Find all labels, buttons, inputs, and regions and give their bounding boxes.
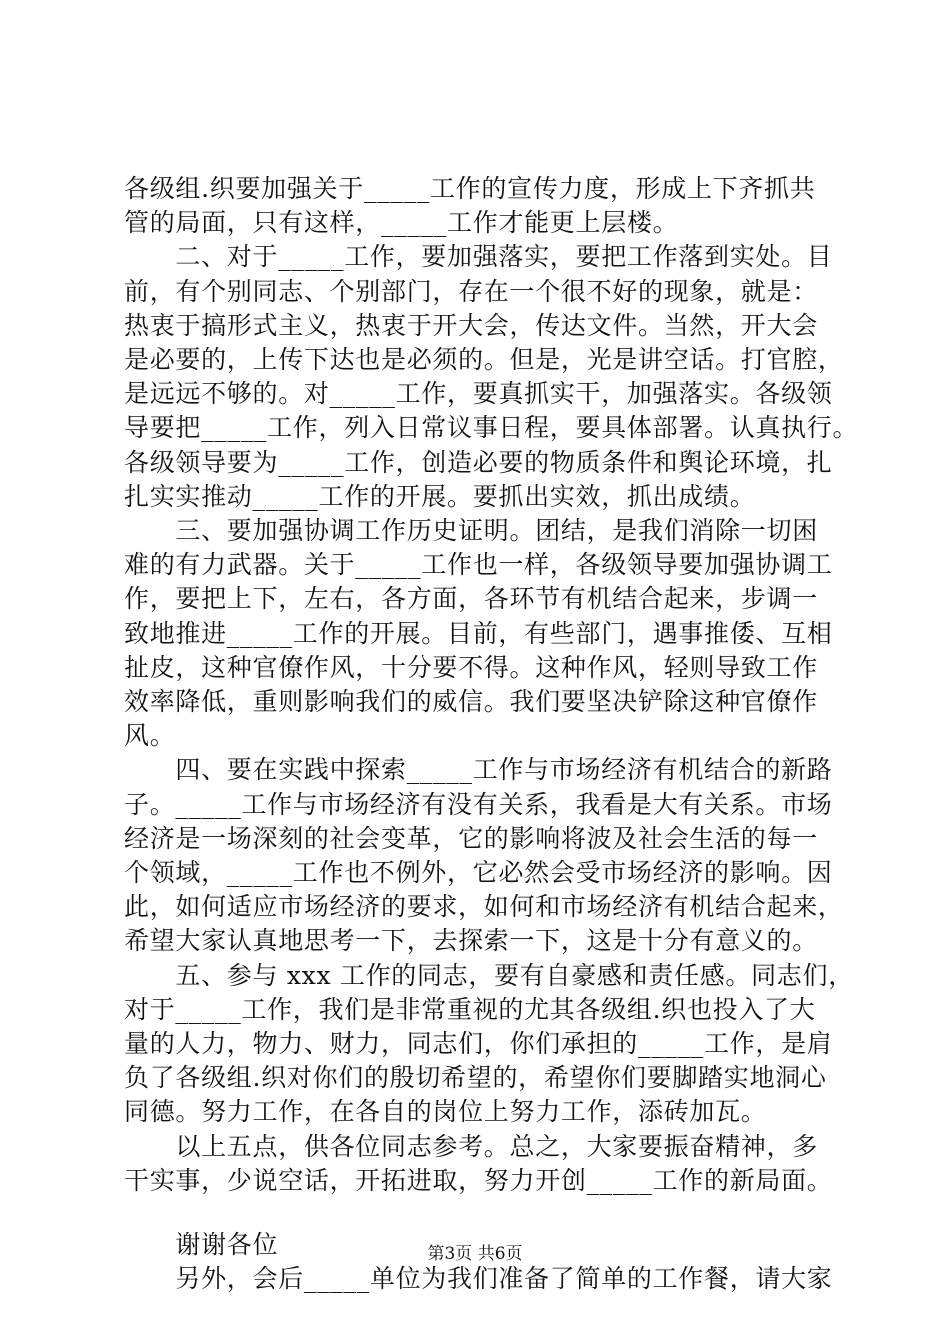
document-body	[124, 172, 859, 1297]
text-line: 同德。努力工作，在各自的岗位上努力工作，添砖加瓦。	[124, 1097, 767, 1127]
text-line: 各级领导要为_____工作，创造必要的物质条件和舆论环境，扎	[124, 447, 833, 477]
text-line: 扯皮，这种官僚作风，十分要不得。这种作风，轻则导致工作	[124, 652, 818, 682]
text-line: 前，有个别同志、个别部门，存在一个很不好的现象，就是：	[124, 276, 818, 306]
text-line: 量的人力，物力、财力，同志们，你们承担的_____工作，是肩	[124, 1029, 833, 1059]
text-line: 管的局面，只有这样，_____工作才能更上层楼。	[124, 208, 679, 238]
text-line: 此，如何适应市场经济的要求，如何和市场经济有机结合起来，	[124, 892, 844, 922]
text-line: 二、对于_____工作，要加强落实，要把工作落到实处。目	[124, 242, 833, 272]
text-line: 另外，会后_____单位为我们准备了简单的工作餐，请大家	[124, 1264, 833, 1294]
text-line: 扎实实推动_____工作的开展。要抓出实效，抓出成绩。	[124, 481, 756, 511]
text-line: 难的有力武器。关于_____工作也一样，各级领导要加强协调工	[124, 550, 833, 580]
text-line: 个领域，_____工作也不例外，它必然会受市场经济的影响。因	[124, 858, 833, 888]
text-line: 导要把_____工作，列入日常议事日程，要具体部署。认真执行。	[124, 413, 859, 443]
text-line: 干实事，少说空话，开拓进取，努力开创_____工作的新局面。	[124, 1165, 833, 1195]
page-footer: 第3页 共6页	[427, 1244, 523, 1264]
text-line: 五、参与 xxx 工作的同志，要有自豪感和责任感。同志们，	[124, 960, 854, 990]
text-line: 对于_____工作，我们是非常重视的尤其各级组.织也投入了大	[124, 994, 816, 1024]
text-line: 以上五点，供各位同志参考。总之，大家要振奋精神，多	[124, 1131, 818, 1161]
text-line: 致地推进_____工作的开展。目前，有些部门，遇事推倭、互相	[124, 618, 833, 648]
text-line: 是远远不够的。对_____工作，要真抓实干，加强落实。各级领	[124, 379, 833, 409]
text-line: 效率降低，重则影响我们的威信。我们要坚决铲除这种官僚作	[124, 687, 818, 717]
text-line: 负了各级组.织对你们的殷切希望的，希望你们要脚踏实地洞心	[124, 1063, 827, 1093]
text-line: 经济是一场深刻的社会变革，它的影响将波及社会生活的每一	[124, 823, 818, 853]
text-line: 各级组.织要加强关于_____工作的宣传力度，形成上下齐抓共	[124, 174, 816, 203]
text-line: 热衷于搞形式主义，热衷于开大会，传达文件。当然，开大会	[124, 310, 818, 340]
text-line: 三、要加强协调工作历史证明。团结，是我们消除一切困	[124, 516, 818, 546]
text-line: 作，要把上下，左右，各方面，各环节有机结合起来，步调一	[124, 584, 818, 614]
text-line: 风。	[124, 721, 176, 751]
closing-line: 谢谢各位	[124, 1230, 279, 1260]
text-line: 子。_____工作与市场经济有没有关系，我看是大有关系。市场	[124, 789, 833, 819]
text-line: 是必要的，上传下达也是必须的。但是，光是讲空话。打官腔，	[124, 345, 844, 375]
text-line: 希望大家认真地思考一下，去探索一下，这是十分有意义的。	[124, 926, 818, 956]
text-line: 四、要在实践中探索_____工作与市场经济有机结合的新路	[124, 755, 833, 785]
